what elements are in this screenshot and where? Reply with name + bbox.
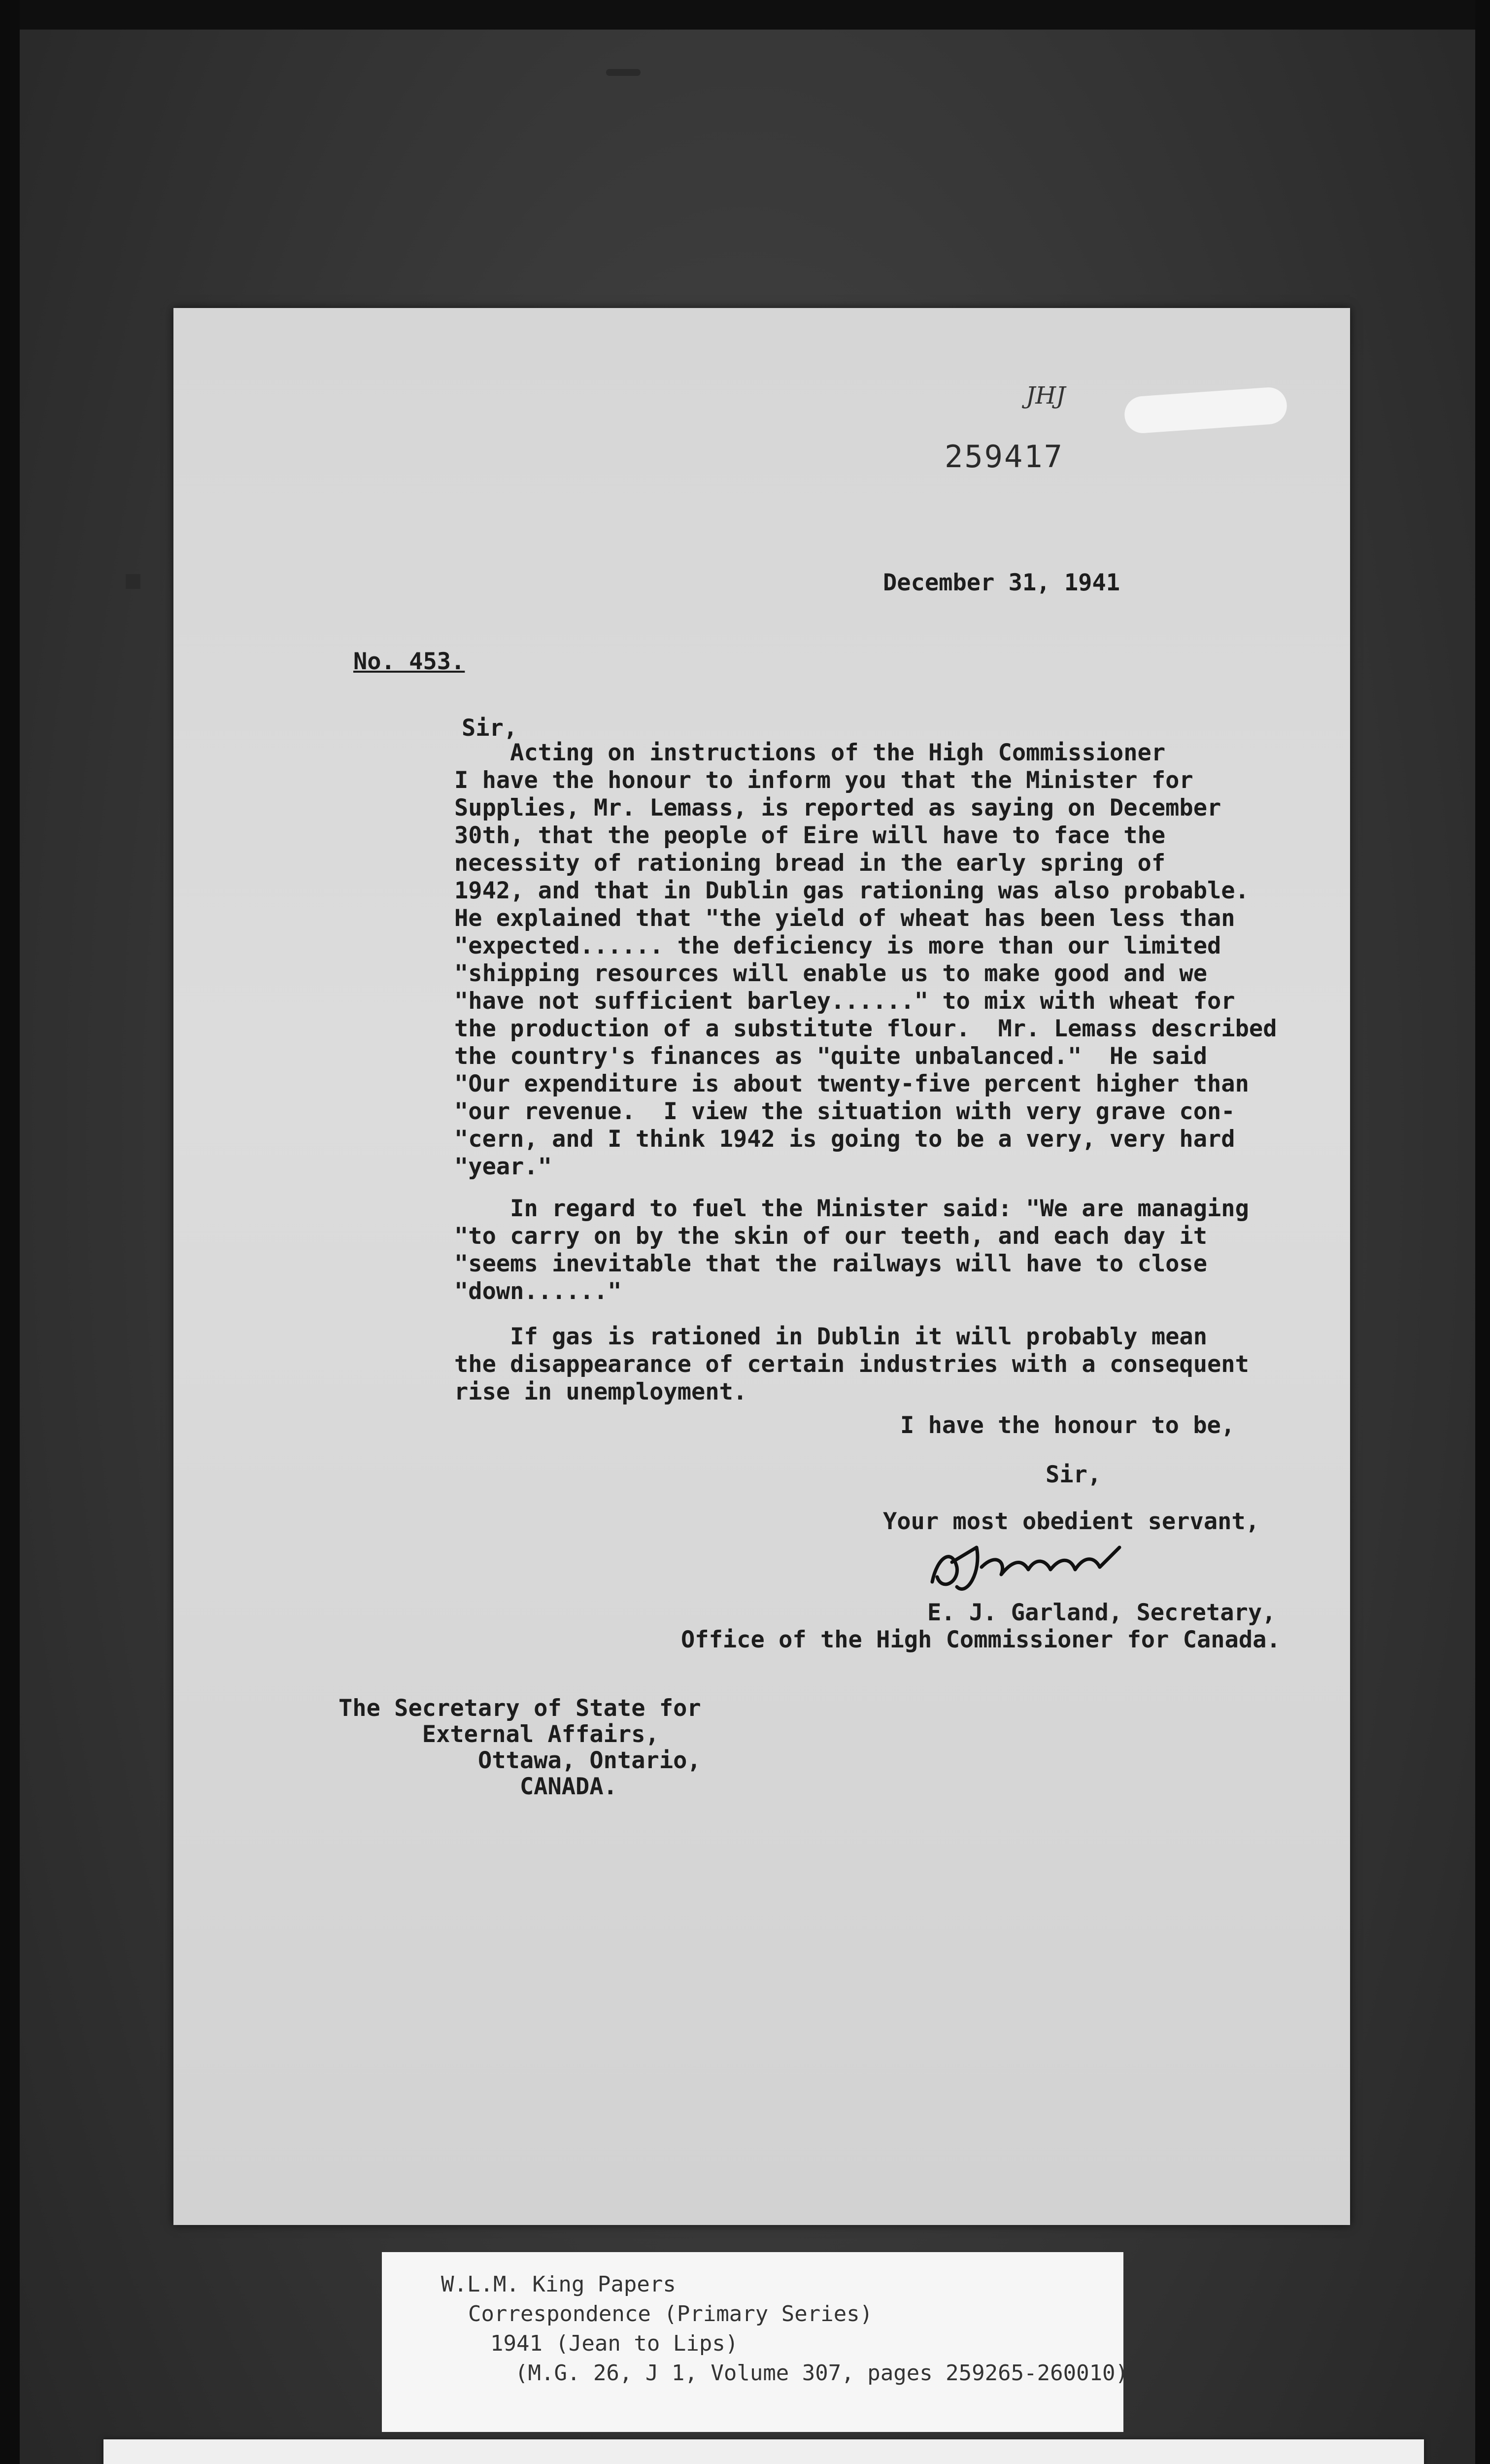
paragraph-line: "seems inevitable that the railways will have to close — [454, 1250, 1208, 1277]
paragraph-line: "have not sufficient barley......" to mix with wheat for — [454, 988, 1235, 1015]
signatory-office: Office of the High Commissioner for Canada. — [681, 1626, 1281, 1653]
paragraph-line: Acting on instructions of the High Commissioner — [454, 739, 1166, 766]
addressee-block — [339, 1695, 701, 1800]
handwritten-initials: JHJ — [1026, 382, 1066, 410]
paper-sticker — [1123, 386, 1288, 435]
addressee-line: CANADA. — [339, 1773, 617, 1800]
signatory-name: E. J. Garland, Secretary, — [927, 1599, 1276, 1626]
paragraph-line: rise in unemployment. — [454, 1378, 747, 1405]
label-line: (M.G. 26, J 1, Volume 307, pages 259265-260010) — [515, 2361, 1129, 2386]
closing-line: Sir, — [1046, 1461, 1102, 1488]
paragraph-line: the country's finances as "quite unbalanced." He said — [454, 1043, 1208, 1070]
reference-number: No. 453. — [353, 648, 465, 675]
label-line: Correspondence (Primary Series) — [468, 2301, 873, 2327]
paragraph-line: Supplies, Mr. Lemass, is reported as saying on December — [454, 794, 1221, 821]
paragraph-line: He explained that "the yield of wheat has been less than — [454, 905, 1235, 932]
document-number: 259417 — [945, 439, 1064, 475]
paragraph-line: If gas is rationed in Dublin it will probably mean — [454, 1323, 1208, 1350]
salutation: Sir, — [462, 715, 518, 742]
letter-page — [173, 308, 1350, 2225]
paragraph-line: the disappearance of certain industries with a consequent — [454, 1351, 1249, 1378]
paragraph-line: necessity of rationing bread in the early spring of — [454, 850, 1166, 877]
paragraph-line: the production of a substitute flour. Mr. Lemass described — [454, 1015, 1277, 1042]
closing-line: I have the honour to be, — [900, 1412, 1235, 1439]
paragraph-line: "Our expenditure is about twenty-five percent higher than — [454, 1070, 1249, 1097]
scan-edge-right — [1475, 0, 1490, 2464]
paragraph-line: "cern, and I think 1942 is going to be a very, very hard — [454, 1126, 1235, 1153]
closing-line: Your most obedient servant, — [883, 1508, 1260, 1535]
archives-stamp-card — [103, 2439, 1424, 2464]
scan-edge-left — [0, 0, 20, 2464]
paragraph-line: 30th, that the people of Eire will have to face the — [454, 822, 1166, 849]
paragraph-line: "year." — [454, 1153, 552, 1180]
paragraph-2 — [454, 1195, 1321, 1305]
paragraph-line: "shipping resources will enable us to make good and we — [454, 960, 1208, 987]
paragraph-line: I have the honour to inform you that the Minister for — [454, 767, 1193, 794]
scan-smudge — [126, 574, 140, 589]
archive-label — [382, 2252, 1129, 2432]
paragraph-line: "down......" — [454, 1278, 622, 1305]
paragraph-1 — [454, 739, 1321, 1181]
addressee-line: The Secretary of State for — [339, 1695, 701, 1722]
paragraph-line: "expected...... the deficiency is more than our limited — [454, 932, 1221, 959]
scan-smudge — [606, 69, 641, 76]
addressee-line: External Affairs, — [339, 1721, 659, 1748]
paragraph-line: "our revenue. I view the situation with very grave con- — [454, 1098, 1235, 1125]
label-line: 1941 (Jean to Lips) — [490, 2331, 739, 2356]
paragraph-line: 1942, and that in Dublin gas rationing was also probable. — [454, 877, 1249, 904]
scan-edge-top — [0, 0, 1490, 30]
addressee-line: Ottawa, Ontario, — [339, 1747, 701, 1774]
paragraph-line: In regard to fuel the Minister said: "We are managing — [454, 1195, 1249, 1222]
label-line: W.L.M. King Papers — [441, 2272, 676, 2297]
handwritten-signature — [922, 1528, 1129, 1602]
paragraph-line: "to carry on by the skin of our teeth, and each day it — [454, 1223, 1208, 1250]
letter-date: December 31, 1941 — [883, 569, 1120, 596]
paragraph-3 — [454, 1323, 1321, 1406]
